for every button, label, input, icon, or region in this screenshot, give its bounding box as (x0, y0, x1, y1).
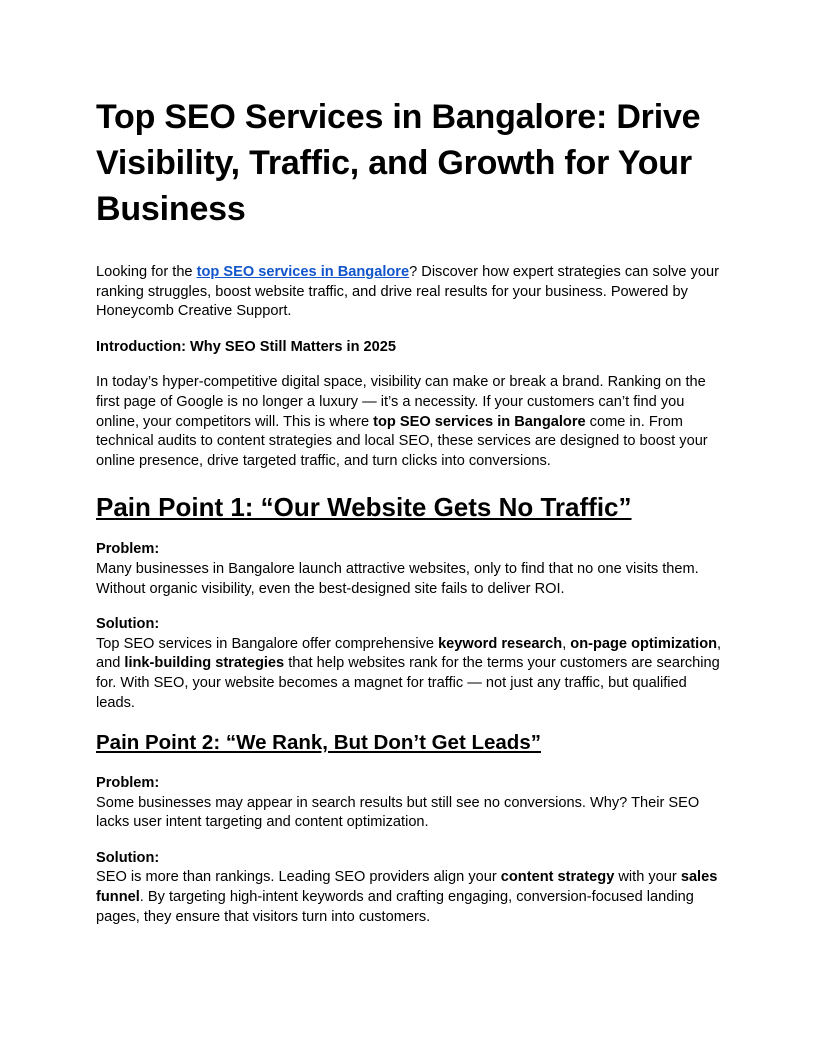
seo-services-link[interactable]: top SEO services in Bangalore (196, 264, 410, 280)
intro-paragraph (96, 263, 726, 322)
solution-text: . By targeting high-intent keywords and crafting engaging, conversion-focused landing pages, they ensure that visitors turn into customers. (96, 889, 694, 925)
solution-text: Top SEO services in Bangalore offer comprehensive (96, 635, 439, 652)
solution-bold: on-page optimization (570, 635, 718, 652)
solution-text: , and (96, 635, 722, 672)
solution-text: , (562, 635, 571, 652)
solution-label: Solution: (96, 616, 160, 633)
pain-point-1-solution (96, 615, 726, 713)
solution-bold: link-building strategies (124, 655, 285, 672)
solution-text: with your (614, 869, 681, 886)
intro-body-text: In today’s hyper-competitive digital space, visibility can make or break a brand. Ranking on the first page of Google is no longer a luxury — it’s a necessity. If your customers can’t find you online, your competitors will. This is where (96, 374, 706, 430)
pain-point-1-problem (96, 540, 726, 599)
solution-bold: sales funnel (96, 869, 718, 906)
intro-body-bold: top SEO services in Bangalore (373, 413, 586, 430)
intro-text-after-link: ? Discover how expert strategies can solve your ranking struggles, boost website traffic, and drive real results for your business. Powered by Honeycomb Creative Support. (96, 264, 719, 320)
document-title: Top SEO Services in Bangalore: Drive Visibility, Traffic, and Growth for Your Business (96, 98, 701, 228)
solution-bold: keyword research (438, 635, 563, 652)
document-page (96, 94, 726, 927)
solution-bold: content strategy (500, 869, 615, 886)
pain-point-2-problem (96, 774, 726, 833)
intro-heading: Introduction: Why SEO Still Matters in 2025 (96, 338, 397, 355)
problem-label: Problem: (96, 541, 160, 558)
problem-text: Many businesses in Bangalore launch attractive websites, only to find that no one visits them. Without organic visibility, even the best-designed site fails to deliver ROI. (96, 560, 699, 597)
solution-label: Solution: (96, 849, 160, 866)
intro-body-text: come in. From technical audits to content strategies and local SEO, these services are designed to boost your online presence, drive targeted traffic, and turn clicks into conversions. (96, 413, 708, 469)
problem-label: Problem: (96, 775, 160, 792)
problem-text: Some businesses may appear in search results but still see no conversions. Why? Their SEO lacks user intent targeting and content optimization. (96, 794, 700, 831)
pain-point-1-heading: Pain Point 1: “Our Website Gets No Traffic” (96, 492, 632, 523)
pain-point-2-heading: Pain Point 2: “We Rank, But Don’t Get Leads” (96, 731, 541, 755)
intro-text-before-link: Looking for the (96, 264, 197, 280)
solution-text: SEO is more than rankings. Leading SEO providers align your (96, 869, 501, 886)
intro-body-paragraph (96, 373, 726, 471)
solution-text: that help websites rank for the terms your customers are searching for. With SEO, your website becomes a magnet for traffic — not just any traffic, but qualified leads. (96, 655, 720, 711)
pain-point-2-solution (96, 849, 726, 927)
